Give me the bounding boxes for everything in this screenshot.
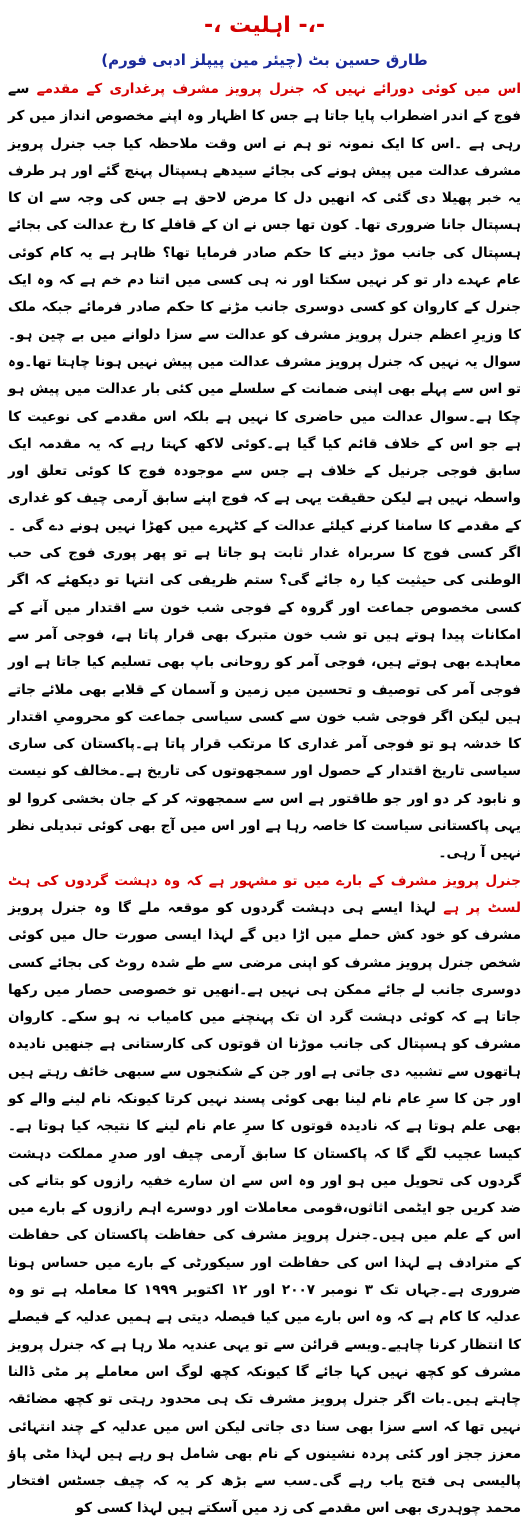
paragraph-1 [8,76,521,868]
paragraph-2-lead: جنرل پرویز مشرف کے بارے میں تو مشہور ہے کہ وہ دہشت گردوں کی ہٹ لسٹ پر ہے [8,872,521,916]
paragraph-1-lead: اس میں کوئی دورائے نہیں کہ جنرل پرویز مشرف پرغداری کے مقدمے [36,81,521,97]
paragraph-1-body: سے فوج کے اندر اضطراب پایا جاتا ہے جس کا اظہار وہ اپنے مخصوص انداز میں کر رہی ہے ۔اس کا ایک نمونہ تو ہم نے اس وقت ملاحظہ کیا جب جنرل پرویز مشرف عدالت میں پیش ہونے کی بجائے سیدھے ہسپتال پہنچ گئے اور ہر طرف یہ خبر پھیلا دی گئی کہ انھیں دل کا مرض لاحق ہے جس کی وجہ سے ان کا ہسپتال جانا ضروری تھا۔ کون تھا جس نے ان کے قافلے کا رخ عدالت کی بجائے ہسپتال کی جانب موڑ دینے کا حکم صادر فرمایا تھا؟ ظاہر ہے یہ کام کوئی عام عہدے دار تو کر نہیں سکتا اور نہ ہی کسی میں اتنا دم خم ہے کہ وہ ایک جنرل کے کاروان کو کسی دوسری جانب مڑنے کا حکم صادر فرمائے جبکہ ملک کا وزیرِ اعظم جنرل پرویز مشرف کو عدالت سے سزا دلوانے میں بے چین ہو۔سوال یہ نہیں کہ جنرل پرویز مشرف عدالت میں پیش نہیں ہونا چاہتا تھا۔وہ تو اس سے پہلے بھی اپنی ضمانت کے سلسلے میں کئی بار عدالت میں پیش ہو چکا ہے۔سوال عدالت میں حاضری کا نہیں ہے بلکہ اس مقدمے کی نوعیت کا ہے جو اس کے خلاف قائم کیا گیا ہے۔کوئی لاکھ کہتا رہے کہ یہ مقدمہ ایک سابق فوجی جرنیل کے خلاف ہے جس سے موجودہ فوج کا کوئی تعلق اور واسطہ نہیں ہے لیکن حقیقت یہی ہے کہ فوج اپنے سابق آرمی چیف کو غداری کے مقدمے کا سامنا کرنے کیلئے عدالت کے کٹہرے میں کھڑا نہیں ہونے دے گی ۔اگر کسی فوج کا سربراہ غدار ثابت ہو جاتا ہے تو پھر پوری فوج کی حب الوطنی کی حیثیت کیا رہ جائے گی؟ ستم ظریفی کی انتہا تو دیکھئے کہ اگر کسی مخصوص جماعت اور گروہ کے فوجی شب خون سے اقتدار میں آنے کے امکانات پیدا ہوتے ہیں تو شب خون متبرک بھی قرار پاتا ہے، فوجی آمر سے معاہدے بھی ہوتے ہیں، فوجی آمر کو روحانی باپ بھی تسلیم کیا جاتا ہے اور فوجی آمر کی توصیف و تحسین میں زمین و آسمان کے قلابے بھی ملائے جاتے ہیں لیکن اگر فوجی شب خون سے کسی سیاسی جماعت کو محرومیِ اقتدار کا خدشہ ہو تو فوجی آمر غداری کا مرتکب قرار پاتا ہے۔پاکستان کی ساری سیاسی تاریخ اقتدار کے حصول اور سمجھوتوں کی تاریخ ہے۔مخالف کو نیست و نابود کر دو اور جو طاقتور ہے اس سے سمجھوتہ کر کے جان بخشی کروا لو یہی پاکستانی سیاست کا خاصہ رہا ہے اور اس میں آج بھی کوئی تبدیلی نظر نہیں آ رہی۔ [8,81,521,862]
article-body [8,76,521,1517]
author-line: طارق حسین بٹ (چیئر مین پیپلز ادبی فورم) [101,51,428,69]
paragraph-2 [8,868,521,1523]
paragraph-2-body: لہذا ایسے ہی دہشت گردوں کو موقعہ ملے گا وہ جنرل پرویز مشرف کو خود کش حملے میں اڑا دیں گے لہذا ایسی صورت حال میں کوئی شخص جنرل پرویز مشرف کو اپنی مرضی سے طے شدہ روٹ کی بجائے کسی دوسری جانب لے جائے ممکن ہی نہیں ہے۔انھیں تو خصوصی حصار میں رکھا جاتا ہے کہ کوئی دہشت گرد ان تک پہنچنے میں کامیاب نہ ہو سکے۔ کاروان مشرف کو ہسپتال کی جانب موڑنا ان قوتوں کی کارستانی ہے جنھیں نادیدہ ہاتھوں سے تشبیہ دی جاتی ہے اور جن کے شکنجوں سے سبھی خائف رہتے ہیں اور جن کا سرِ عام نام لینا بھی کوئی پسند نہیں کرتا کیونکہ نام لینے والے کو بھی علم ہوتا ہے کہ نادیدہ قوتوں کا سرِ عام نام لینے کا نتیجہ کیا ہوتا ہے۔کیسا عجیب لگے گا کہ پاکستان کا سابق آرمی چیف اور صدرِ مملکت دہشت گردوں کی تحویل میں ہو اور وہ اس سے ان سارے خفیہ رازوں کو بتانے کی ضد کریں جو ایٹمی اثاثوں،قومی معاملات اور دوسرے اہم رازوں کے بارے میں اس کے علم میں ہیں۔جنرل پرویز مشرف کی حفاظت پاکستان کی حفاظت کے مترادف ہے لہذا اس کی حفاظت اور سیکورٹی کے بارے میں حساس ہونا ضروری ہے۔جہاں تک ۳ نومبر ۲۰۰۷ اور ۱۲ اکتوبر ۱۹۹۹ کا معاملہ ہے تو وہ عدلیہ کا کام ہے کہ وہ اس بارے میں کیا فیصلہ دیتی ہے ہمیں عدلیہ کے فیصلے کا انتظار کرنا چاہیے۔ویسے قرائن سے تو یہی عندیہ ملا رہا ہے کہ جنرل پرویز مشرف کو کچھ نہیں کہا جائے گا کیونکہ کچھ لوگ اس معاملے پر مٹی ڈالنا چاہتے ہیں۔بات اگر جنرل پرویز مشرف تک ہی محدود رہتی تو کچھ مضائقہ نہیں تھا کہ اسے سزا بھی سنا دی جاتی لیکن اس میں عدلیہ کے چند انتہائی معزز ججز اور کئی پردہ نشینوں کے نام بھی شامل ہو رہے ہیں لہذا مٹی پاؤ پالیسی ہی فتح یاب رہے گی۔سب سے بڑھ کر یہ کہ چیف جسٹس افتخار محمد چوہدری بھی اس مقدمے کی زد میں آسکتے ہیں لہذا کسی کو [8,899,521,1517]
article-title: -، اہلیت -،- [203,13,326,38]
